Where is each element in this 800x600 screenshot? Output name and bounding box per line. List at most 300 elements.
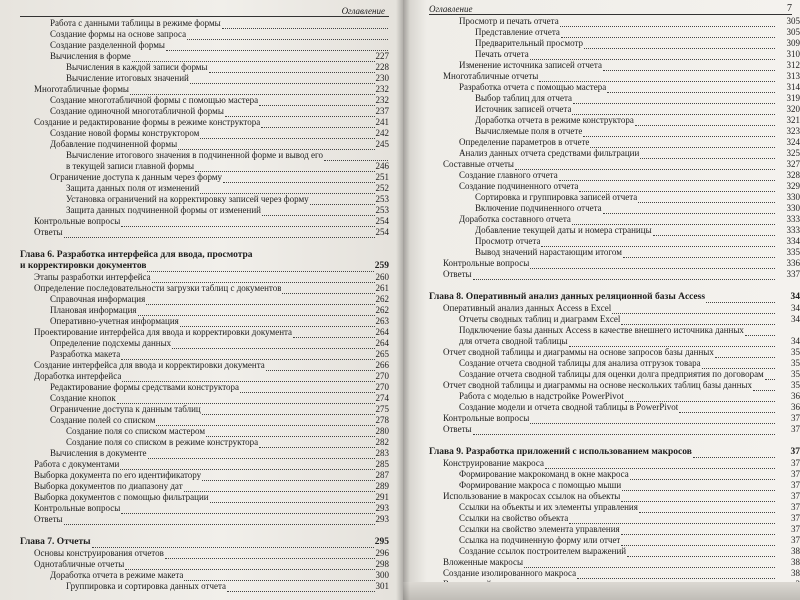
toc-entry[interactable]	[429, 38, 800, 49]
page-ref: 323	[786, 126, 800, 136]
page-ref: 295	[374, 537, 389, 547]
leader-dots	[621, 494, 775, 502]
page-ref: 265	[375, 349, 389, 359]
page-ref: 325	[786, 148, 800, 158]
page-ref: 35	[791, 380, 800, 390]
toc-entry-title: Работа с данными таблицы в режиме формы	[50, 18, 221, 28]
toc-entry[interactable]	[20, 183, 389, 194]
page-ref: 309	[786, 38, 800, 48]
leader-dots	[572, 217, 775, 225]
toc-entry-title: Изменение источника записей отчета	[459, 60, 602, 70]
leader-dots	[693, 450, 775, 458]
page-ref: 230	[375, 73, 389, 83]
toc-entry[interactable]	[20, 117, 389, 128]
leader-dots	[473, 272, 775, 280]
page-ref: 283	[375, 448, 389, 458]
page-ref: 298	[375, 559, 389, 569]
toc-entry-title: Отчет сводной таблицы и диаграммы на основе нескольких таблиц базы данных	[443, 380, 753, 390]
page-ref: 38	[791, 557, 800, 567]
toc-entry-title: Ссылки на свойство элемента управления	[459, 524, 620, 534]
page-ref: 38	[791, 568, 800, 578]
leader-dots	[635, 118, 775, 126]
toc-entry-title: Защита данных подчиненной формы от изменений	[66, 205, 261, 215]
toc-entry-title: Создание подчиненного отчета	[459, 181, 579, 191]
toc-entry[interactable]	[429, 269, 800, 280]
leader-dots	[625, 394, 775, 402]
page-ref: 285	[375, 459, 389, 469]
toc-entry-title: Доработка составного отчета	[459, 214, 571, 224]
leader-dots	[125, 562, 374, 570]
leader-dots	[222, 21, 388, 29]
toc-entry[interactable]	[20, 73, 389, 84]
page-ref: 260	[375, 272, 389, 282]
toc-entry[interactable]	[20, 338, 389, 349]
toc-entry-title: Создание отчета сводной таблицы для анализа отгрузок товара	[459, 358, 701, 368]
toc-entry-title: Контрольные вопросы	[34, 216, 121, 226]
leader-dots	[590, 140, 775, 148]
page-ref: 336	[786, 258, 800, 268]
toc-entry-title: Ответы	[34, 514, 63, 524]
leader-dots	[117, 396, 375, 404]
toc-entry[interactable]	[429, 424, 800, 435]
toc-entry-title: Источник записей отчета	[475, 104, 572, 114]
toc-entry-title: Доработка отчета в режиме макета	[50, 570, 184, 580]
toc-entry[interactable]	[429, 225, 800, 236]
toc-entry-title: Разработка макета	[50, 349, 121, 359]
toc-entry-title: Создание кнопок	[50, 393, 116, 403]
toc-entry-title: Сортировка и группировка записей отчета	[475, 192, 638, 202]
page-ref: 35	[791, 347, 800, 357]
leader-dots	[621, 538, 775, 546]
leader-dots	[122, 374, 374, 382]
leader-dots	[262, 208, 375, 216]
page-ref: 241	[375, 117, 389, 127]
toc-chapter-heading	[429, 447, 800, 458]
leader-dots	[603, 206, 775, 214]
toc-entry[interactable]	[429, 480, 800, 491]
page-ref: 312	[786, 60, 800, 70]
leader-dots	[195, 164, 374, 172]
toc-entry-title: Установка ограничений на корректировку записей через форму	[66, 194, 309, 204]
page-ref: 34	[790, 292, 800, 302]
toc-entry[interactable]	[429, 60, 800, 71]
leader-dots	[679, 405, 775, 413]
toc-entry[interactable]	[20, 172, 389, 183]
leader-dots	[640, 151, 775, 159]
toc-entry[interactable]	[429, 358, 800, 369]
toc-entry-title: Создание отчета сводной таблицы для оценки долга предприятия по договорам	[459, 369, 764, 379]
toc-entry[interactable]	[20, 426, 389, 437]
leader-dots	[753, 383, 775, 391]
page-ref: 305	[786, 16, 800, 26]
leader-dots	[184, 484, 375, 492]
page-ref: 278	[375, 415, 389, 425]
toc-entry[interactable]	[429, 402, 800, 413]
toc-entry-title: Ответы	[443, 269, 472, 279]
toc-entry[interactable]	[429, 148, 800, 159]
toc-entry[interactable]	[429, 82, 800, 93]
toc-entry[interactable]	[429, 535, 800, 546]
running-head-title: Оглавление	[341, 6, 385, 16]
page-ref: 37	[791, 491, 800, 501]
toc-entry[interactable]	[429, 458, 800, 469]
toc-entry-title: Контрольные вопросы	[34, 503, 121, 513]
leader-dots	[200, 186, 374, 194]
page-ref: 253	[375, 194, 389, 204]
toc-entry-title: Доработка интерфейса	[34, 371, 122, 381]
page-ref: 321	[786, 115, 800, 125]
leader-dots	[92, 540, 374, 548]
toc-entry[interactable]	[20, 84, 389, 95]
toc-entry[interactable]	[429, 126, 800, 137]
toc-entry[interactable]	[429, 16, 800, 27]
toc-entry[interactable]	[20, 371, 389, 382]
toc-entry[interactable]	[20, 40, 389, 51]
page-ref: 334	[786, 236, 800, 246]
toc-entry[interactable]	[20, 106, 389, 117]
toc-entry[interactable]	[429, 513, 800, 524]
toc-entry[interactable]	[429, 49, 800, 60]
leader-dots	[559, 173, 775, 181]
leader-dots	[515, 162, 775, 170]
toc-entry-title: Редактирование формы средствами конструктора	[50, 382, 240, 392]
toc-entry[interactable]	[20, 62, 389, 73]
toc-entry[interactable]	[20, 205, 389, 216]
leader-dots	[765, 372, 775, 380]
toc-entry-title: Анализ данных отчета средствами фильтрации	[459, 148, 640, 158]
toc-entry-title: Отчеты сводных таблиц и диаграмм Excel	[459, 314, 621, 324]
page-ref: 37	[790, 447, 800, 457]
page-ref: 293	[375, 514, 389, 524]
toc-entry[interactable]	[429, 159, 800, 170]
toc-entry[interactable]	[429, 557, 800, 568]
leader-dots	[473, 427, 775, 435]
leader-dots	[172, 341, 374, 349]
toc-entry[interactable]	[20, 95, 389, 106]
page-ref: 232	[375, 84, 389, 94]
toc-entry-title: Доработка отчета в режиме конструктора	[475, 115, 634, 125]
toc-entry[interactable]	[429, 380, 800, 391]
chapter-title: Глава 9. Разработка приложений с использованием макросов	[429, 447, 692, 457]
toc-entry[interactable]	[20, 360, 389, 371]
toc-entry[interactable]	[20, 393, 389, 404]
leader-dots	[560, 19, 775, 27]
toc-entry-title: Выборка документа по его идентификатору	[34, 470, 202, 480]
toc-entry[interactable]	[20, 305, 389, 316]
toc-entry[interactable]	[20, 448, 389, 459]
toc-entry[interactable]	[20, 227, 389, 238]
leader-dots	[623, 250, 775, 258]
toc-entry-title: Основы конструирования отчетов	[34, 548, 164, 558]
toc-entry-title: Определение подсхемы данных	[50, 338, 172, 348]
leader-dots	[607, 85, 775, 93]
toc-entry-title: Вычисления в документе	[50, 448, 147, 458]
toc-entry-title: Создание изолированного макроса	[443, 568, 577, 578]
page-ref: 34	[791, 336, 800, 346]
toc-entry[interactable]	[429, 214, 800, 225]
chapter-title: Глава 8. Оперативный анализ данных реляционной базы Access	[429, 292, 706, 302]
leader-dots	[745, 328, 775, 336]
toc-entry-title: Многотабличные отчеты	[443, 71, 539, 81]
toc-entry[interactable]	[20, 404, 389, 415]
leader-dots	[630, 472, 775, 480]
toc-entry[interactable]	[429, 546, 800, 557]
toc-entry-title: Создание новой формы конструктором	[50, 128, 200, 138]
page-ref: 296	[375, 548, 389, 558]
leader-dots	[573, 96, 775, 104]
leader-dots	[184, 573, 374, 581]
leader-dots	[209, 65, 375, 73]
toc-entry[interactable]	[429, 203, 800, 214]
leader-dots	[524, 560, 775, 568]
toc-entry-title: Ссылки на объекты и их элементы управления	[459, 502, 638, 512]
toc-entry-title: Формирование макроса с помощью мыши	[459, 480, 622, 490]
leader-dots	[146, 297, 374, 305]
toc-entry[interactable]	[20, 194, 389, 205]
page-ref: 282	[375, 437, 389, 447]
toc-entry[interactable]	[20, 139, 389, 150]
page-ref: 330	[786, 203, 800, 213]
toc-entry-title: Работа с документами	[34, 459, 120, 469]
page-ref: 293	[375, 503, 389, 513]
toc-entry[interactable]	[20, 51, 389, 62]
leader-dots	[132, 54, 375, 62]
page-ref: 38	[791, 546, 800, 556]
toc-entry[interactable]	[429, 524, 800, 535]
leader-dots	[653, 228, 775, 236]
leader-dots	[120, 462, 374, 470]
page-ref: 37	[791, 524, 800, 534]
toc-entry[interactable]	[20, 503, 389, 514]
page-edge-shadow	[403, 582, 800, 600]
toc-entry[interactable]	[20, 128, 389, 139]
toc-chapter-heading	[20, 250, 389, 272]
leader-dots	[166, 43, 388, 51]
toc-entry[interactable]	[429, 347, 800, 358]
toc-entry[interactable]	[429, 236, 800, 247]
toc-entry-title: Формирование макрокоманд в окне макроса	[459, 469, 629, 479]
toc-entry[interactable]	[20, 18, 389, 29]
toc-entry-title: Просмотр отчета	[475, 236, 541, 246]
toc-entry[interactable]	[20, 150, 389, 161]
toc-entry-title: Создание полей со списком	[50, 415, 156, 425]
toc-entry[interactable]	[429, 568, 800, 579]
leader-dots	[259, 98, 374, 106]
toc-entry[interactable]	[429, 258, 800, 269]
toc-entry[interactable]	[20, 283, 389, 294]
toc-entry[interactable]	[20, 349, 389, 360]
leader-dots	[261, 120, 374, 128]
leader-dots	[612, 306, 775, 314]
toc-entry-title: Создание формы на основе запроса	[50, 29, 187, 39]
toc-entry-title: Вывод значений нарастающим итогом	[475, 247, 622, 257]
leader-dots	[310, 197, 375, 205]
toc-entry[interactable]	[20, 415, 389, 426]
toc-entry[interactable]	[20, 470, 389, 481]
toc-entry-title: Создание многотабличной формы с помощью мастера	[50, 95, 259, 105]
toc-entry-title: Создание модели и отчета сводной таблицы в PowerPivot	[459, 402, 679, 412]
leader-dots	[156, 418, 374, 426]
toc-entry-title: Использование в макросах ссылок на объекты	[443, 491, 621, 501]
leader-dots	[148, 451, 375, 459]
leader-dots	[121, 352, 374, 360]
toc-entry[interactable]	[429, 170, 800, 181]
leader-dots	[706, 295, 775, 303]
toc-entry-title: Определение последовательности загрузки таблиц с документов	[34, 283, 282, 293]
leader-dots	[64, 517, 375, 525]
page-ref: 246	[375, 161, 389, 171]
toc-entry[interactable]	[20, 29, 389, 40]
book-gutter	[396, 0, 410, 600]
toc-entry-title: Ссылки на свойство объекта	[459, 513, 569, 523]
toc-entry[interactable]	[20, 459, 389, 470]
page-ref: 228	[375, 62, 389, 72]
toc-entry-title: Ответы	[443, 424, 472, 434]
toc-entry-title: Разработка отчета с помощью мастера	[459, 82, 607, 92]
toc-entry-title: Создание и редактирование формы в режиме конструктора	[34, 117, 261, 127]
page-ref: 319	[786, 93, 800, 103]
leader-dots	[603, 63, 775, 71]
leader-dots	[621, 317, 775, 325]
toc-entry-title: Определение параметров в отчете	[459, 137, 590, 147]
toc-entry[interactable]	[20, 492, 389, 503]
toc-entry-title: Вычисляемые поля в отчете	[475, 126, 583, 136]
page-ref: 252	[375, 183, 389, 193]
toc-entry[interactable]	[20, 437, 389, 448]
toc-entry[interactable]	[20, 327, 389, 338]
toc-entry[interactable]	[429, 469, 800, 480]
toc-entry[interactable]	[429, 115, 800, 126]
page-ref: 329	[786, 181, 800, 191]
toc-entry[interactable]	[429, 502, 800, 513]
toc-entry[interactable]	[429, 314, 800, 325]
leader-dots	[227, 584, 375, 592]
toc-entry[interactable]	[20, 514, 389, 525]
toc-entry[interactable]	[20, 382, 389, 393]
page-ref: 251	[375, 172, 389, 182]
toc-entry-title: Оперативный анализ данных Access в Excel	[443, 303, 612, 313]
leader-dots	[638, 195, 775, 203]
toc-entry-title: Создание одиночной многотабличной формы	[50, 106, 224, 116]
toc-entry[interactable]	[20, 559, 389, 570]
leader-dots	[530, 261, 775, 269]
toc-entry-title: Защита данных поля от изменений	[66, 183, 200, 193]
page-ref: 289	[375, 481, 389, 491]
leader-dots	[187, 32, 388, 40]
toc-entry[interactable]	[20, 316, 389, 327]
page-ref: 34	[791, 303, 800, 313]
toc-entry-title: Создание интерфейса для ввода и корректировки документа	[34, 360, 265, 370]
toc-entry[interactable]	[429, 93, 800, 104]
page-ref: 37	[791, 469, 800, 479]
toc-entry-title: Конструирование макроса	[443, 458, 544, 468]
toc-entry-title: Ограничение доступа к данным через форму	[50, 172, 223, 182]
toc-entry[interactable]	[429, 391, 800, 402]
toc-entry-title: Печать отчета	[475, 49, 529, 59]
toc-entry[interactable]	[429, 325, 800, 336]
toc-entry[interactable]	[20, 272, 389, 283]
toc-entry-title: Вычисление итогового значения в подчиненной форме и вывод его	[66, 150, 324, 160]
leader-dots	[266, 363, 375, 371]
toc-entry-title: Ссылка на подчиненную форму или отчет	[459, 535, 621, 545]
leader-dots	[225, 109, 375, 117]
toc-entry[interactable]	[20, 581, 389, 592]
toc-entry-title: Ограничение доступа к данным таблиц	[50, 404, 201, 414]
leader-dots	[530, 416, 775, 424]
toc-entry[interactable]	[429, 336, 800, 347]
toc-entry-title: в текущей записи главной формы	[66, 161, 195, 171]
toc-entry-title: Справочная информация	[50, 294, 146, 304]
toc-entry-title: Многотабличные формы	[34, 84, 129, 94]
toc-entry[interactable]	[20, 294, 389, 305]
toc-entry[interactable]	[429, 181, 800, 192]
page-ref: 34	[791, 314, 800, 324]
page-ref: 327	[786, 159, 800, 169]
page-ref: 263	[375, 316, 389, 326]
page-ref: 287	[375, 470, 389, 480]
leader-dots	[152, 275, 375, 283]
leader-dots	[190, 76, 375, 84]
leader-dots	[202, 407, 375, 415]
page-ref: 310	[786, 49, 800, 59]
toc-entry[interactable]	[429, 104, 800, 115]
toc-entry-title: Вычисления в каждой записи формы	[66, 62, 208, 72]
leader-dots	[572, 107, 775, 115]
leader-dots	[240, 385, 374, 393]
toc-entry[interactable]	[429, 413, 800, 424]
toc-entry[interactable]	[429, 27, 800, 38]
toc-entry[interactable]	[429, 247, 800, 258]
toc-entry[interactable]	[429, 71, 800, 82]
toc-entry[interactable]	[429, 303, 800, 314]
toc-entry-title: Оперативно-учетная информация	[50, 316, 179, 326]
toc-entry[interactable]	[429, 137, 800, 148]
toc-entry[interactable]	[429, 192, 800, 203]
toc-entry-title: Просмотр и печать отчета	[459, 16, 559, 26]
running-head-left	[20, 2, 389, 17]
toc-entry[interactable]	[429, 369, 800, 380]
page-ref: 280	[375, 426, 389, 436]
leader-dots	[541, 239, 775, 247]
toc-entry[interactable]	[20, 570, 389, 581]
toc-entry[interactable]	[429, 491, 800, 502]
toc-entry[interactable]	[20, 216, 389, 227]
toc-entry-title: Создание поля со списком в режиме конструктора	[66, 437, 259, 447]
toc-entry[interactable]	[20, 161, 389, 172]
toc-entry-title: Вычисление итоговых значений	[66, 73, 189, 83]
page-ref: 324	[786, 137, 800, 147]
toc-entry-title: Выборка документов с помощью фильтрации	[34, 492, 209, 502]
toc-entry-title: Представление отчета	[475, 27, 560, 37]
page-ref: 242	[375, 128, 389, 138]
page-ref: 37	[791, 413, 800, 423]
toc-entry-title: Создание разделенной формы	[50, 40, 165, 50]
leader-dots	[200, 131, 374, 139]
page-ref: 245	[375, 139, 389, 149]
page-ref: 270	[375, 371, 389, 381]
page-ref: 261	[375, 283, 389, 293]
leader-dots	[545, 461, 775, 469]
toc-entry-title: Группировка и сортировка данных отчета	[66, 581, 226, 591]
toc-entry-title: Однотабличные отчеты	[34, 559, 125, 569]
page-ref: 37	[791, 502, 800, 512]
toc-entry-title: Составные отчеты	[443, 159, 514, 169]
page-number: 7	[787, 3, 792, 14]
toc-entry[interactable]	[20, 481, 389, 492]
page-ref: 35	[791, 369, 800, 379]
toc-entry[interactable]	[20, 548, 389, 559]
page-ref: 262	[375, 305, 389, 315]
